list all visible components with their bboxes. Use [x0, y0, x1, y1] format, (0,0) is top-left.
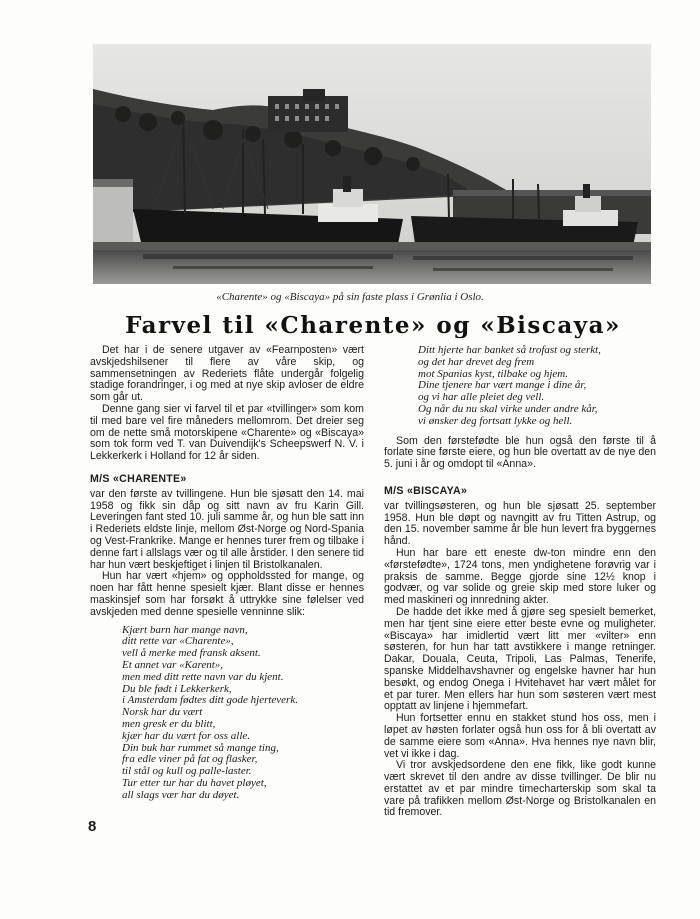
section-heading-biscaya: M/S «BISCAYA»: [384, 484, 468, 497]
body-paragraph: Vi tror avskjedsordene den ene fikk, like godt kunne vært skrevet til den andre av disse tvillinger. De blir nu erstattet av et par mindre timecharterskip som skal ta vare på trafikken mellom Øst-Norge og Bristolkanalen en tid fremover.: [384, 759, 656, 819]
poem-part-one: [122, 625, 364, 802]
poem-line: Et annet var «Karent»,: [122, 658, 224, 671]
body-paragraph: Hun har bare ett eneste dw-ton mindre enn den «førstefødte», 1724 tons, men yndighetene forøvrig var i praksis de samme. Begge gjorde sine 12½ knop i godvær, og var solide og greie skip med store luker og med maskineri og innredning akter.: [384, 546, 656, 607]
poem-line: all slags vær har du døyet.: [122, 788, 240, 801]
poem-line: og det har drevet deg frem: [418, 355, 535, 368]
photo-caption: «Charente» og «Biscaya» på sin faste plass i Grønlia i Oslo.: [216, 291, 484, 303]
left-column: [90, 345, 364, 801]
intro-paragraph: Det har i de senere utgaver av «Fearnposten» vært avskjedshilsener til flere av våre skip, og sammensetningen av Rederiets flåte undergår folgelig stadige forandringer, i og med at nye skip avloser de eldre som går ut.: [90, 344, 364, 404]
body-paragraph: var den første av tvillingene. Hun ble sjøsatt den 14. mai 1958 og fikk sin dåp og sitt navn av fru Karin Gill. Leveringen fant sted 10. juli samme år, og hun ble satt inn i Rederiets eldste linje, mellom Øst-Norge og Nord-Spania og Vest-Frankrike. Mange er hennes turer frem og tilbake i denne fart i allslags vær og til alle årstider. I den senere tid har hun vært beskjeftiget i linjen til Bristolkanalen.: [90, 487, 364, 571]
poem-line: til stål og kull og palle-laster.: [122, 765, 252, 778]
harbour-photo: [93, 44, 651, 284]
body-paragraph: var tvillingsøsteren, og hun ble sjøsatt 25. september 1958. Hun ble døpt og navngitt av fru Titten Astrup, og den 15. november samme år ble hun levert fra byggernes hånd.: [384, 499, 656, 548]
page-number: 8: [88, 818, 97, 835]
body-paragraph: Hun har vært «hjem» og oppholdssted for mange, og noen har fått henne spesielt kjær. Blant disse er hennes maskinsjef som har forsøkt å uttrykke sine følelser ved avskjeden med denne spesielle venninne slik:: [90, 570, 364, 618]
poem-line: men med ditt rette navn var du kjent.: [122, 670, 284, 683]
poem-line: Dine tjenere har vært mange i dine år,: [418, 379, 587, 392]
poem-line: ditt rette var «Charente»,: [122, 635, 234, 648]
poem-line: Din buk har rummet så mange ting,: [122, 741, 279, 754]
poem-line: Du ble født i Lekkerkerk,: [122, 682, 232, 695]
poem-line: men gresk er du blitt,: [122, 717, 216, 730]
poem-line: vell å merke med fransk aksent.: [122, 647, 261, 660]
poem-line: Kjært barn har mange navn,: [122, 623, 248, 636]
article-headline: Farvel til «Charente» og «Biscaya»: [125, 312, 621, 339]
poem-line: Ditt hjerte har banket så trofast og sterkt,: [418, 344, 601, 356]
intro-paragraph: Denne gang sier vi farvel til et par «tvillinger» som kom til med bare vel fire måneders mellomrom. Det dreier seg om de nette små motorskipene «Charente» og «Biscaya» som tok form ved T. van Duivendijk's Scheepswerf N. V. i Lekkerkerk i Holland for 12 år siden.: [90, 402, 364, 463]
body-paragraph: De hadde det ikke med å gjøre seg spesielt bemerket, men har tjent sine eiere etter beste evne og muligheter. «Biscaya» har imidlertid vært litt mer «vilter» enn søsteren, for hun har tatt avstikkere i mange retninger. Dakar, Douala, Ceuta, Tripoli, Las Palmas, Tenerife, spanske Middelhavshavner og engelske havner har hun besøkt, og endog Onega i Hvitehavet har vært målet for et par turer. Men ellers har hun som søsteren vært mest opptatt av linjene i hjemmefart.: [384, 605, 656, 713]
poem-part-two: [418, 345, 656, 428]
right-column: [384, 345, 656, 819]
poem-line: Norsk har du vært: [122, 706, 203, 719]
poem-line: vi ønsker deg fortsatt lykke og hell.: [418, 414, 573, 427]
poem-line: mot Spanias kyst, tilbake og hjem.: [418, 367, 569, 380]
body-paragraph: Som den førstefødte ble hun også den første til å forlate sine første eiere, og hun ble overtatt av de nye den 5. juni i år og omdopt til «Anna».: [384, 434, 656, 471]
poem-line: Tur etter tur har du havet pløyet,: [122, 776, 267, 789]
body-paragraph: Hun fortsetter ennu en stakket stund hos oss, men i løpet av høsten forlater også hun oss for å bli overtatt av de samme eiere som «Anna». Hva hennes nye navn blir, vet vi ikke i dag.: [384, 712, 656, 760]
poem-line: og vi har alle pleiet deg vell.: [418, 391, 545, 404]
poem-line: Og når du nu skal virke under andre kår,: [418, 402, 598, 415]
poem-line: fra edle viner på fat og flasker,: [122, 753, 258, 766]
poem-line: i Amsterdam fødtes ditt gode hjerteverk.: [122, 694, 298, 707]
section-heading-charente: M/S «CHARENTE»: [90, 472, 187, 485]
poem-line: kjær har du vært for oss alle.: [122, 729, 251, 742]
